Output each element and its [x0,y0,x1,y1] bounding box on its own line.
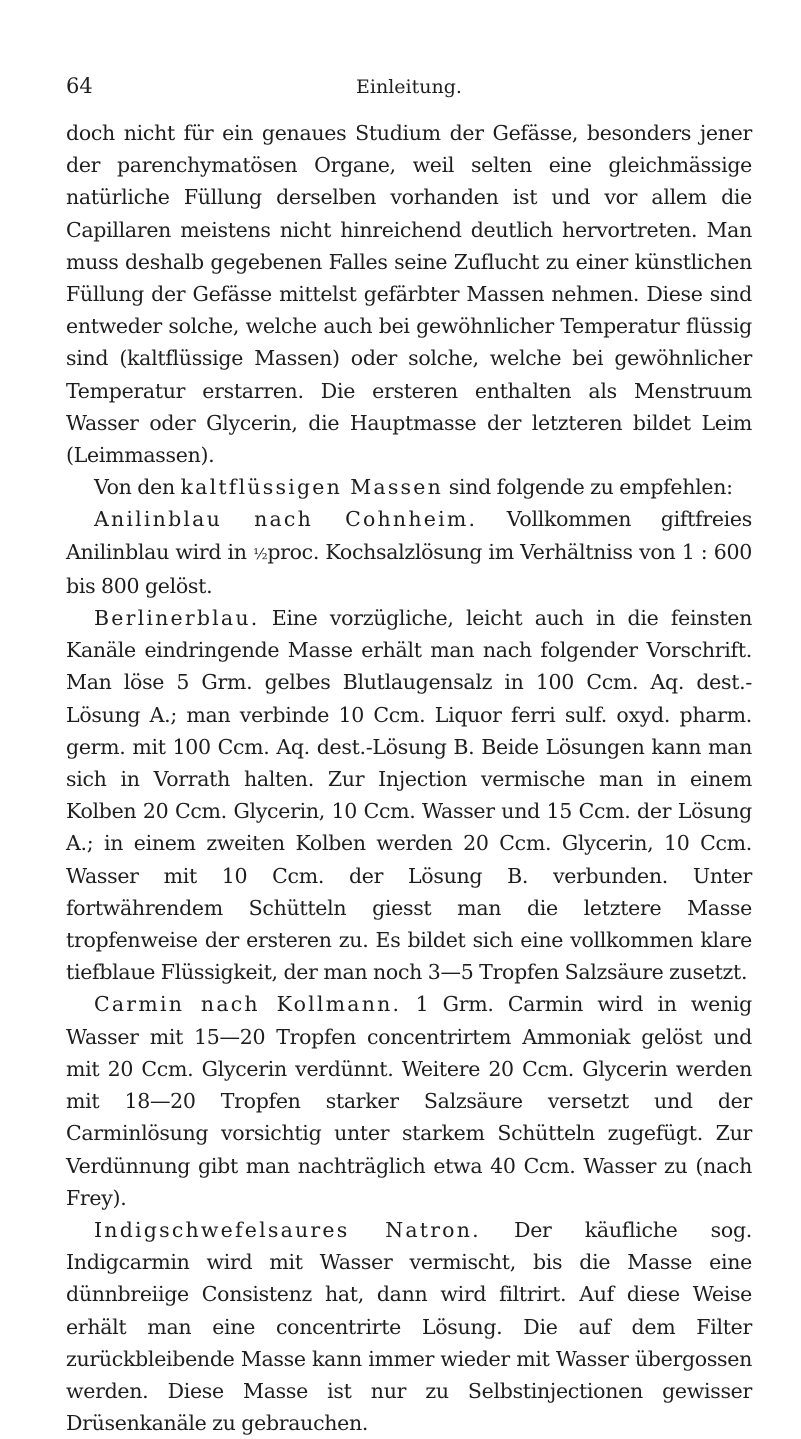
paragraph-berlinerblau [66,602,752,988]
running-title: Einleitung. [356,76,462,98]
body-text [66,117,752,1439]
paragraph-indigschwefelsaures-natron [66,1214,752,1439]
paragraph-lead: Von den [94,475,181,500]
paragraph-rest: sind folgende zu empfehlen: [443,475,733,500]
paragraph-text: Der käufliche sog. Indigcarmin wird mit Wasser vermischt, bis die Masse eine dünnbreiige Consistenz hat, dann wird filtrirt. Auf diese Weise erhält man eine concentrirte Lösung. Die auf dem Filter zurückbleibende Masse kann immer wieder mit Wasser übergossen werden. Diese Masse ist nur zu Selbstinjectionen gewisser Drüsenkanäle zu gebrauchen. [66,1217,752,1436]
paragraph-anilinblau [66,503,752,602]
paragraph-text-b: proc. Kochsalzlösung im Verhältniss von 1 : 600 bis 800 gelöst. [66,539,753,598]
paragraph-intro-text: doch nicht für ein genaues Studium der Gefässe, besonders jener der parenchymatösen Organe, weil selten eine gleichmässige natürliche Füllung derselben vorhanden ist und vor allem die Capillaren meistens nicht hinreichend deutlich hervortreten. Man muss deshalb gegebenen Falles seine Zuflucht zu einer künstlichen Füllung der Gefässe mittelst gefärbter Massen nehmen. Diese sind entweder solche, welche auch bei gewöhnlicher Temperatur flüssig sind (kaltflüssige Massen) oder solche, welche bei gewöhnlicher Temperatur erstarren. Die ersteren enthalten als Menstruum Wasser oder Glycerin, die Hauptmasse der letzteren bildet Leim (Leimmassen). [66,121,752,468]
page-number: 64 [66,74,93,98]
term-berlinerblau: Berlinerblau. [94,606,260,631]
term-indigschwefelsaures-natron: Indigschwefelsaures Natron. [94,1217,481,1242]
term-carmin: Carmin nach Kollmann. [94,992,402,1017]
paragraph-kaltfluessige-massen [66,471,752,503]
term-kaltfluessige-massen: kaltflüssigen Massen [180,475,444,500]
paragraph-text-a: Vollkommen giftfreies Anilinblau wird in [66,507,752,564]
fraction-half: ½ [253,544,268,563]
paragraph-text: 1 Grm. Carmin wird in wenig Wasser mit 15—20 Tropfen concentrirtem Ammoniak gelöst und mit 20 Ccm. Glycerin verdünnt. Weitere 20 Ccm. Glycerin werden mit 18—20 Tropfen starker Salzsäure versetzt und der Carminlösung vorsichtig unter starkem Schütteln zugefügt. Zur Verdünnung gibt man nachträglich etwa 40 Ccm. Wasser zu (nach Frey). [66,992,752,1210]
paragraph-text: Eine vorzügliche, leicht auch in die feinsten Kanäle eindringende Masse erhält man nach folgender Vorschrift. Man löse 5 Grm. gelbes Blutlaugensalz in 100 Ccm. Aq. dest.-Lösung A.; man verbinde 10 Ccm. Liquor ferri sulf. oxyd. pharm. germ. mit 100 Ccm. Aq. dest.-Lösung B. Beide Lösungen kann man sich in Vorrath halten. Zur Injection vermische man in einem Kolben 20 Ccm. Glycerin, 10 Ccm. Wasser und 15 Ccm. der Lösung A.; in einem zweiten Kolben werden 20 Ccm. Glycerin, 10 Ccm. Wasser mit 10 Ccm. der Lösung B. verbunden. Unter fortwährendem Schütteln giesst man die letztere Masse tropfenweise der ersteren zu. Es bildet sich eine vollkommen klare tiefblaue Flüssigkeit, der man noch 3—5 Tropfen Salzsäure zusetzt. [66,606,752,985]
paragraph-carmin [66,988,752,1213]
book-page [66,74,752,1439]
paragraph-intro [66,117,752,471]
page-header [66,74,752,104]
term-anilinblau: Anilinblau nach Cohnheim. [94,507,478,532]
